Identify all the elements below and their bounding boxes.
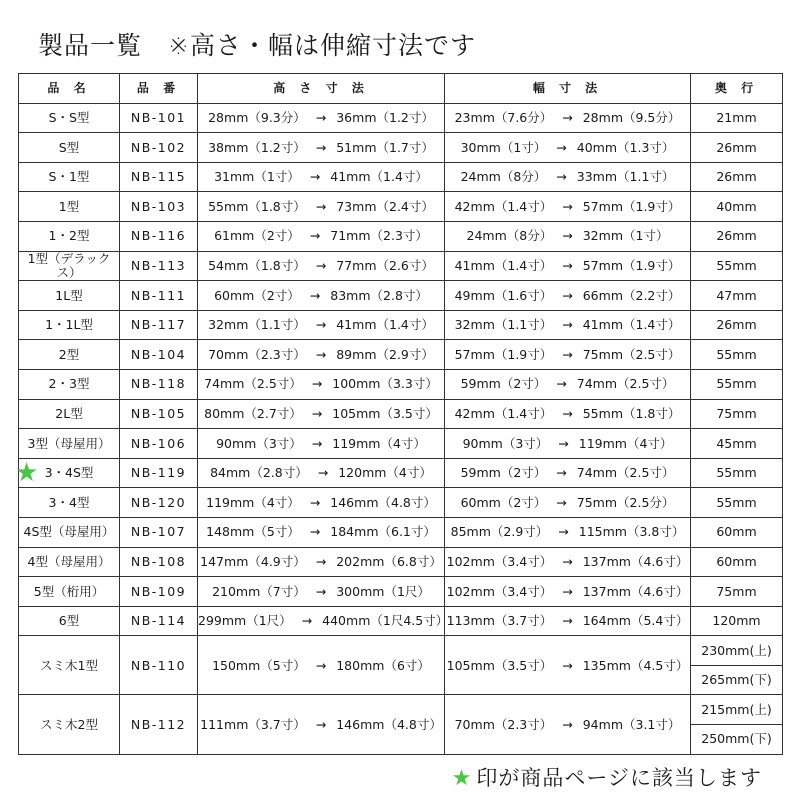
width-min: 90mm（3寸） (462, 435, 549, 451)
width-min: 42mm（1.4寸） (454, 198, 553, 214)
width-min: 49mm（1.6寸） (454, 287, 553, 303)
depth: 26mm (691, 310, 783, 340)
table-header-row (19, 74, 783, 104)
width-min: 60mm（2寸） (460, 494, 547, 510)
height-max: 41mm（1.4寸） (330, 169, 428, 185)
height-range (198, 369, 445, 399)
width-range (445, 162, 691, 192)
height-range (198, 399, 445, 429)
product-number: NB-105 (120, 399, 198, 429)
table-row (19, 577, 783, 607)
arrow-icon: → (315, 139, 327, 155)
product-name-text: 3・4S型 (44, 465, 94, 481)
table-row (19, 636, 783, 666)
height-min: 61mm（2寸） (214, 228, 300, 244)
height-max: 184mm（6.1寸） (330, 524, 436, 540)
width-min: 105mm（3.5寸） (446, 657, 553, 673)
height-range (198, 606, 449, 636)
height-range (198, 458, 445, 488)
height-min: 80mm（2.7寸） (204, 405, 302, 421)
product-number: NB-114 (120, 606, 198, 636)
product-name-text: S・1型 (48, 169, 90, 185)
width-range (445, 488, 691, 518)
depth: 55mm (691, 340, 783, 370)
page-title: 製品一覧 ※高さ・幅は伸縮寸法です (38, 31, 476, 60)
arrow-icon: → (562, 716, 573, 732)
table-row (19, 251, 783, 281)
height-min: 90mm（3寸） (216, 435, 302, 451)
width-max: 137mm（4.6寸） (582, 583, 689, 599)
product-name (19, 429, 120, 459)
width-min: 113mm（3.7寸） (446, 613, 553, 629)
arrow-icon: → (556, 169, 567, 185)
product-number: NB-103 (120, 192, 198, 222)
width-min: 30mm（1寸） (460, 139, 547, 155)
width-min: 24mm（8分） (466, 228, 553, 244)
table-row (19, 369, 783, 399)
height-max: 105mm（3.5寸） (332, 405, 438, 421)
height-max: 77mm（2.6寸） (336, 257, 434, 273)
height-range (198, 547, 445, 577)
height-min: 70mm（2.3寸） (208, 346, 306, 362)
product-number: NB-115 (120, 162, 198, 192)
header-number: 品 番 (120, 74, 198, 104)
height-range (198, 517, 445, 547)
height-min: 111mm（3.7寸） (200, 716, 306, 732)
width-max: 41mm（1.4寸） (582, 317, 681, 333)
product-number: NB-106 (120, 429, 198, 459)
product-name (19, 517, 120, 547)
arrow-icon: → (315, 110, 327, 126)
arrow-icon: → (311, 376, 323, 392)
table-row (19, 310, 783, 340)
height-range (198, 103, 445, 133)
arrow-icon: → (309, 524, 321, 540)
product-name-text: 1型 (58, 198, 80, 214)
width-min: 85mm（2.9寸） (450, 524, 549, 540)
arrow-icon: → (562, 583, 573, 599)
product-number: NB-118 (120, 369, 198, 399)
table-row (19, 695, 783, 725)
width-max: 94mm（3.1寸） (582, 716, 681, 732)
product-name (19, 636, 120, 695)
footnote-text: 印が商品ページに該当します (476, 766, 762, 790)
height-min: 147mm（4.9寸） (200, 553, 306, 569)
table-row (19, 221, 783, 251)
depth: 75mm (691, 399, 783, 429)
height-min: 299mm（1尺） (198, 613, 292, 629)
product-name-text: 5型（桁用） (33, 583, 105, 599)
product-name (19, 310, 120, 340)
table-row (19, 488, 783, 518)
depth: 55mm (691, 369, 783, 399)
width-range (445, 606, 691, 636)
width-range (445, 310, 691, 340)
table-row (19, 133, 783, 163)
depth: 60mm (691, 547, 783, 577)
product-name (19, 251, 120, 281)
product-number: NB-119 (120, 458, 198, 488)
star-icon: ★ (15, 458, 39, 489)
height-range (198, 281, 445, 311)
height-max: 51mm（1.7寸） (336, 139, 434, 155)
arrow-icon: → (562, 317, 573, 333)
width-range (445, 369, 691, 399)
product-name (19, 103, 120, 133)
width-min: 59mm（2寸） (460, 465, 547, 481)
height-min: 119mm（4寸） (206, 494, 300, 510)
height-min: 28mm（9.3分） (208, 110, 306, 126)
width-range (445, 458, 691, 488)
product-name-text: 2L型 (55, 405, 83, 421)
table-row (19, 458, 783, 488)
width-range (445, 577, 691, 607)
product-name-text: スミ木2型 (40, 716, 98, 732)
product-name-text: スミ木1型 (40, 657, 98, 673)
product-name (19, 162, 120, 192)
height-min: 74mm（2.5寸） (204, 376, 302, 392)
width-min: 32mm（1.1寸） (454, 317, 553, 333)
star-icon: ★ (451, 766, 473, 791)
width-min: 102mm（3.4寸） (446, 583, 553, 599)
table-row (19, 162, 783, 192)
product-name (19, 547, 120, 577)
arrow-icon: → (556, 376, 567, 392)
arrow-icon: → (562, 257, 573, 273)
height-range (198, 133, 445, 163)
arrow-icon: → (315, 583, 327, 599)
arrow-icon: → (556, 139, 567, 155)
height-range (198, 251, 445, 281)
product-number: NB-113 (120, 251, 198, 281)
width-max: 57mm（1.9寸） (582, 257, 681, 273)
height-range (198, 488, 445, 518)
width-range (445, 399, 691, 429)
height-max: 41mm（1.4寸） (336, 317, 434, 333)
height-min: 210mm（7寸） (212, 583, 306, 599)
arrow-icon: → (562, 346, 573, 362)
width-min: 24mm（8分） (460, 169, 547, 185)
header-width: 幅 寸 法 (445, 74, 691, 104)
product-name-text: 6型 (58, 613, 80, 629)
arrow-icon: → (562, 228, 573, 244)
depth: 26mm (691, 162, 783, 192)
height-max: 83mm（2.8寸） (330, 287, 428, 303)
width-min: 70mm（2.3寸） (454, 716, 553, 732)
arrow-icon: → (315, 257, 327, 273)
width-max: 115mm（3.8寸） (578, 524, 685, 540)
width-range (445, 547, 691, 577)
height-max: 440mm（1尺4.5寸） (322, 613, 449, 629)
width-range (445, 636, 691, 695)
product-name (19, 281, 120, 311)
arrow-icon: → (556, 465, 567, 481)
width-max: 55mm（1.8寸） (582, 405, 681, 421)
product-number: NB-102 (120, 133, 198, 163)
height-min: 55mm（1.8寸） (208, 198, 306, 214)
width-range (445, 429, 691, 459)
width-max: 57mm（1.9寸） (582, 198, 681, 214)
height-range (198, 429, 445, 459)
product-number: NB-112 (120, 695, 198, 754)
arrow-icon: → (309, 228, 321, 244)
header-height: 高 さ 寸 法 (198, 74, 445, 104)
product-name (19, 488, 120, 518)
arrow-icon: → (315, 553, 327, 569)
product-name-text: 1型（デラックス） (27, 251, 111, 280)
height-max: 300mm（1尺） (336, 583, 430, 599)
depth: 26mm (691, 221, 783, 251)
arrow-icon: → (562, 198, 573, 214)
product-name-text: S・S型 (48, 110, 90, 126)
arrow-icon: → (556, 494, 567, 510)
product-name-text: 2型 (58, 346, 80, 362)
product-name-text: 1・1L型 (45, 317, 93, 333)
depth: 55mm (691, 458, 783, 488)
height-range (198, 340, 445, 370)
depth-bottom: 250mm(下) (691, 725, 783, 755)
width-min: 42mm（1.4寸） (454, 405, 553, 421)
product-name-text: 1L型 (55, 287, 83, 303)
arrow-icon: → (315, 198, 327, 214)
height-max: 202mm（6.8寸） (336, 553, 442, 569)
height-range (198, 221, 445, 251)
table-row (19, 429, 783, 459)
arrow-icon: → (309, 169, 321, 185)
arrow-icon: → (315, 657, 327, 673)
product-name (15, 458, 120, 489)
height-range (198, 310, 445, 340)
height-min: 60mm（2寸） (214, 287, 300, 303)
height-min: 38mm（1.2寸） (208, 139, 306, 155)
table-row (19, 103, 783, 133)
arrow-icon: → (311, 435, 323, 451)
width-min: 57mm（1.9寸） (454, 346, 553, 362)
table-row (19, 517, 783, 547)
arrow-icon: → (311, 405, 323, 421)
header-depth: 奥 行 (691, 74, 783, 104)
product-name-text: 4S型（母屋用） (23, 524, 115, 540)
depth-top: 215mm(上) (691, 695, 783, 725)
arrow-icon: → (309, 287, 321, 303)
product-name (19, 340, 120, 370)
height-max: 119mm（4寸） (332, 435, 426, 451)
depth: 26mm (691, 133, 783, 163)
product-name-text: S型 (58, 139, 80, 155)
width-max: 75mm（2.5寸） (582, 346, 681, 362)
width-max: 164mm（5.4寸） (582, 613, 689, 629)
arrow-icon: → (558, 524, 569, 540)
height-min: 31mm（1寸） (214, 169, 300, 185)
width-max: 66mm（2.2寸） (582, 287, 681, 303)
height-range (198, 192, 445, 222)
arrow-icon: → (315, 317, 327, 333)
arrow-icon: → (317, 465, 329, 481)
depth: 45mm (691, 429, 783, 459)
product-name (19, 133, 120, 163)
height-min: 32mm（1.1寸） (208, 317, 306, 333)
arrow-icon: → (558, 435, 569, 451)
table-row (19, 606, 783, 636)
product-name (19, 577, 120, 607)
width-min: 59mm（2寸） (460, 376, 547, 392)
depth-bottom: 265mm(下) (691, 665, 783, 695)
height-max: 100mm（3.3寸） (332, 376, 438, 392)
product-name (19, 369, 120, 399)
height-range (198, 577, 445, 607)
product-number: NB-104 (120, 340, 198, 370)
table-row (19, 340, 783, 370)
height-max: 73mm（2.4寸） (336, 198, 434, 214)
width-range (445, 251, 691, 281)
product-name-text: 1・2型 (48, 228, 90, 244)
arrow-icon: → (562, 613, 573, 629)
arrow-icon: → (562, 110, 573, 126)
width-range (445, 517, 691, 547)
width-range (445, 192, 691, 222)
width-range (445, 103, 691, 133)
width-max: 137mm（4.6寸） (582, 553, 689, 569)
width-min: 23mm（7.6分） (454, 110, 553, 126)
depth: 60mm (691, 517, 783, 547)
depth: 40mm (691, 192, 783, 222)
height-range (198, 162, 445, 192)
product-name (19, 221, 120, 251)
product-number: NB-101 (120, 103, 198, 133)
width-range (445, 221, 691, 251)
product-number: NB-111 (120, 281, 198, 311)
width-range (445, 281, 691, 311)
product-number: NB-116 (120, 221, 198, 251)
height-max: 120mm（4寸） (338, 465, 432, 481)
arrow-icon: → (562, 553, 573, 569)
height-min: 84mm（2.8寸） (210, 465, 308, 481)
table-row (19, 399, 783, 429)
product-name-text: 4型（母屋用） (27, 553, 111, 569)
height-max: 146mm（4.8寸） (330, 494, 436, 510)
table-row (19, 547, 783, 577)
product-name-text: 3・4型 (48, 494, 90, 510)
depth: 55mm (691, 488, 783, 518)
width-max: 32mm（1寸） (582, 228, 669, 244)
width-max: 28mm（9.5分） (582, 110, 681, 126)
height-max: 146mm（4.8寸） (336, 716, 442, 732)
arrow-icon: → (315, 716, 327, 732)
product-name (19, 399, 120, 429)
arrow-icon: → (562, 657, 573, 673)
width-max: 74mm（2.5寸） (576, 376, 675, 392)
width-max: 135mm（4.5寸） (582, 657, 689, 673)
arrow-icon: → (301, 613, 313, 629)
product-name (19, 695, 120, 754)
arrow-icon: → (309, 494, 321, 510)
height-range (198, 636, 445, 695)
width-max: 75mm（2.5分） (576, 494, 675, 510)
arrow-icon: → (562, 287, 573, 303)
product-number: NB-110 (120, 636, 198, 695)
width-max: 40mm（1.3寸） (576, 139, 675, 155)
height-min: 148mm（5寸） (206, 524, 300, 540)
product-number: NB-109 (120, 577, 198, 607)
width-max: 33mm（1.1寸） (576, 169, 675, 185)
product-number: NB-120 (120, 488, 198, 518)
header-name: 品 名 (19, 74, 120, 104)
depth-top: 230mm(上) (691, 636, 783, 666)
height-max: 180mm（6寸） (336, 657, 430, 673)
width-max: 74mm（2.5寸） (576, 465, 675, 481)
depth: 55mm (691, 251, 783, 281)
width-min: 41mm（1.4寸） (454, 257, 553, 273)
product-name-text: 3型（母屋用） (27, 435, 111, 451)
product-name (19, 606, 120, 636)
width-min: 102mm（3.4寸） (446, 553, 553, 569)
depth: 75mm (691, 577, 783, 607)
table-row (19, 192, 783, 222)
height-max: 71mm（2.3寸） (330, 228, 428, 244)
product-number: NB-117 (120, 310, 198, 340)
arrow-icon: → (315, 346, 327, 362)
depth: 120mm (691, 606, 783, 636)
depth: 47mm (691, 281, 783, 311)
depth: 21mm (691, 103, 783, 133)
footnote (452, 762, 762, 792)
product-number: NB-107 (120, 517, 198, 547)
height-max: 36mm（1.2寸） (336, 110, 434, 126)
product-name-text: 2・3型 (48, 376, 90, 392)
table-row (19, 281, 783, 311)
product-table (15, 73, 783, 755)
width-range (445, 133, 691, 163)
product-number: NB-108 (120, 547, 198, 577)
width-range (445, 695, 691, 754)
height-min: 54mm（1.8寸） (208, 257, 306, 273)
height-range (198, 695, 445, 754)
product-name (19, 192, 120, 222)
width-max: 119mm（4寸） (578, 435, 673, 451)
width-range (445, 340, 691, 370)
height-min: 150mm（5寸） (212, 657, 306, 673)
arrow-icon: → (562, 405, 573, 421)
height-max: 89mm（2.9寸） (336, 346, 434, 362)
